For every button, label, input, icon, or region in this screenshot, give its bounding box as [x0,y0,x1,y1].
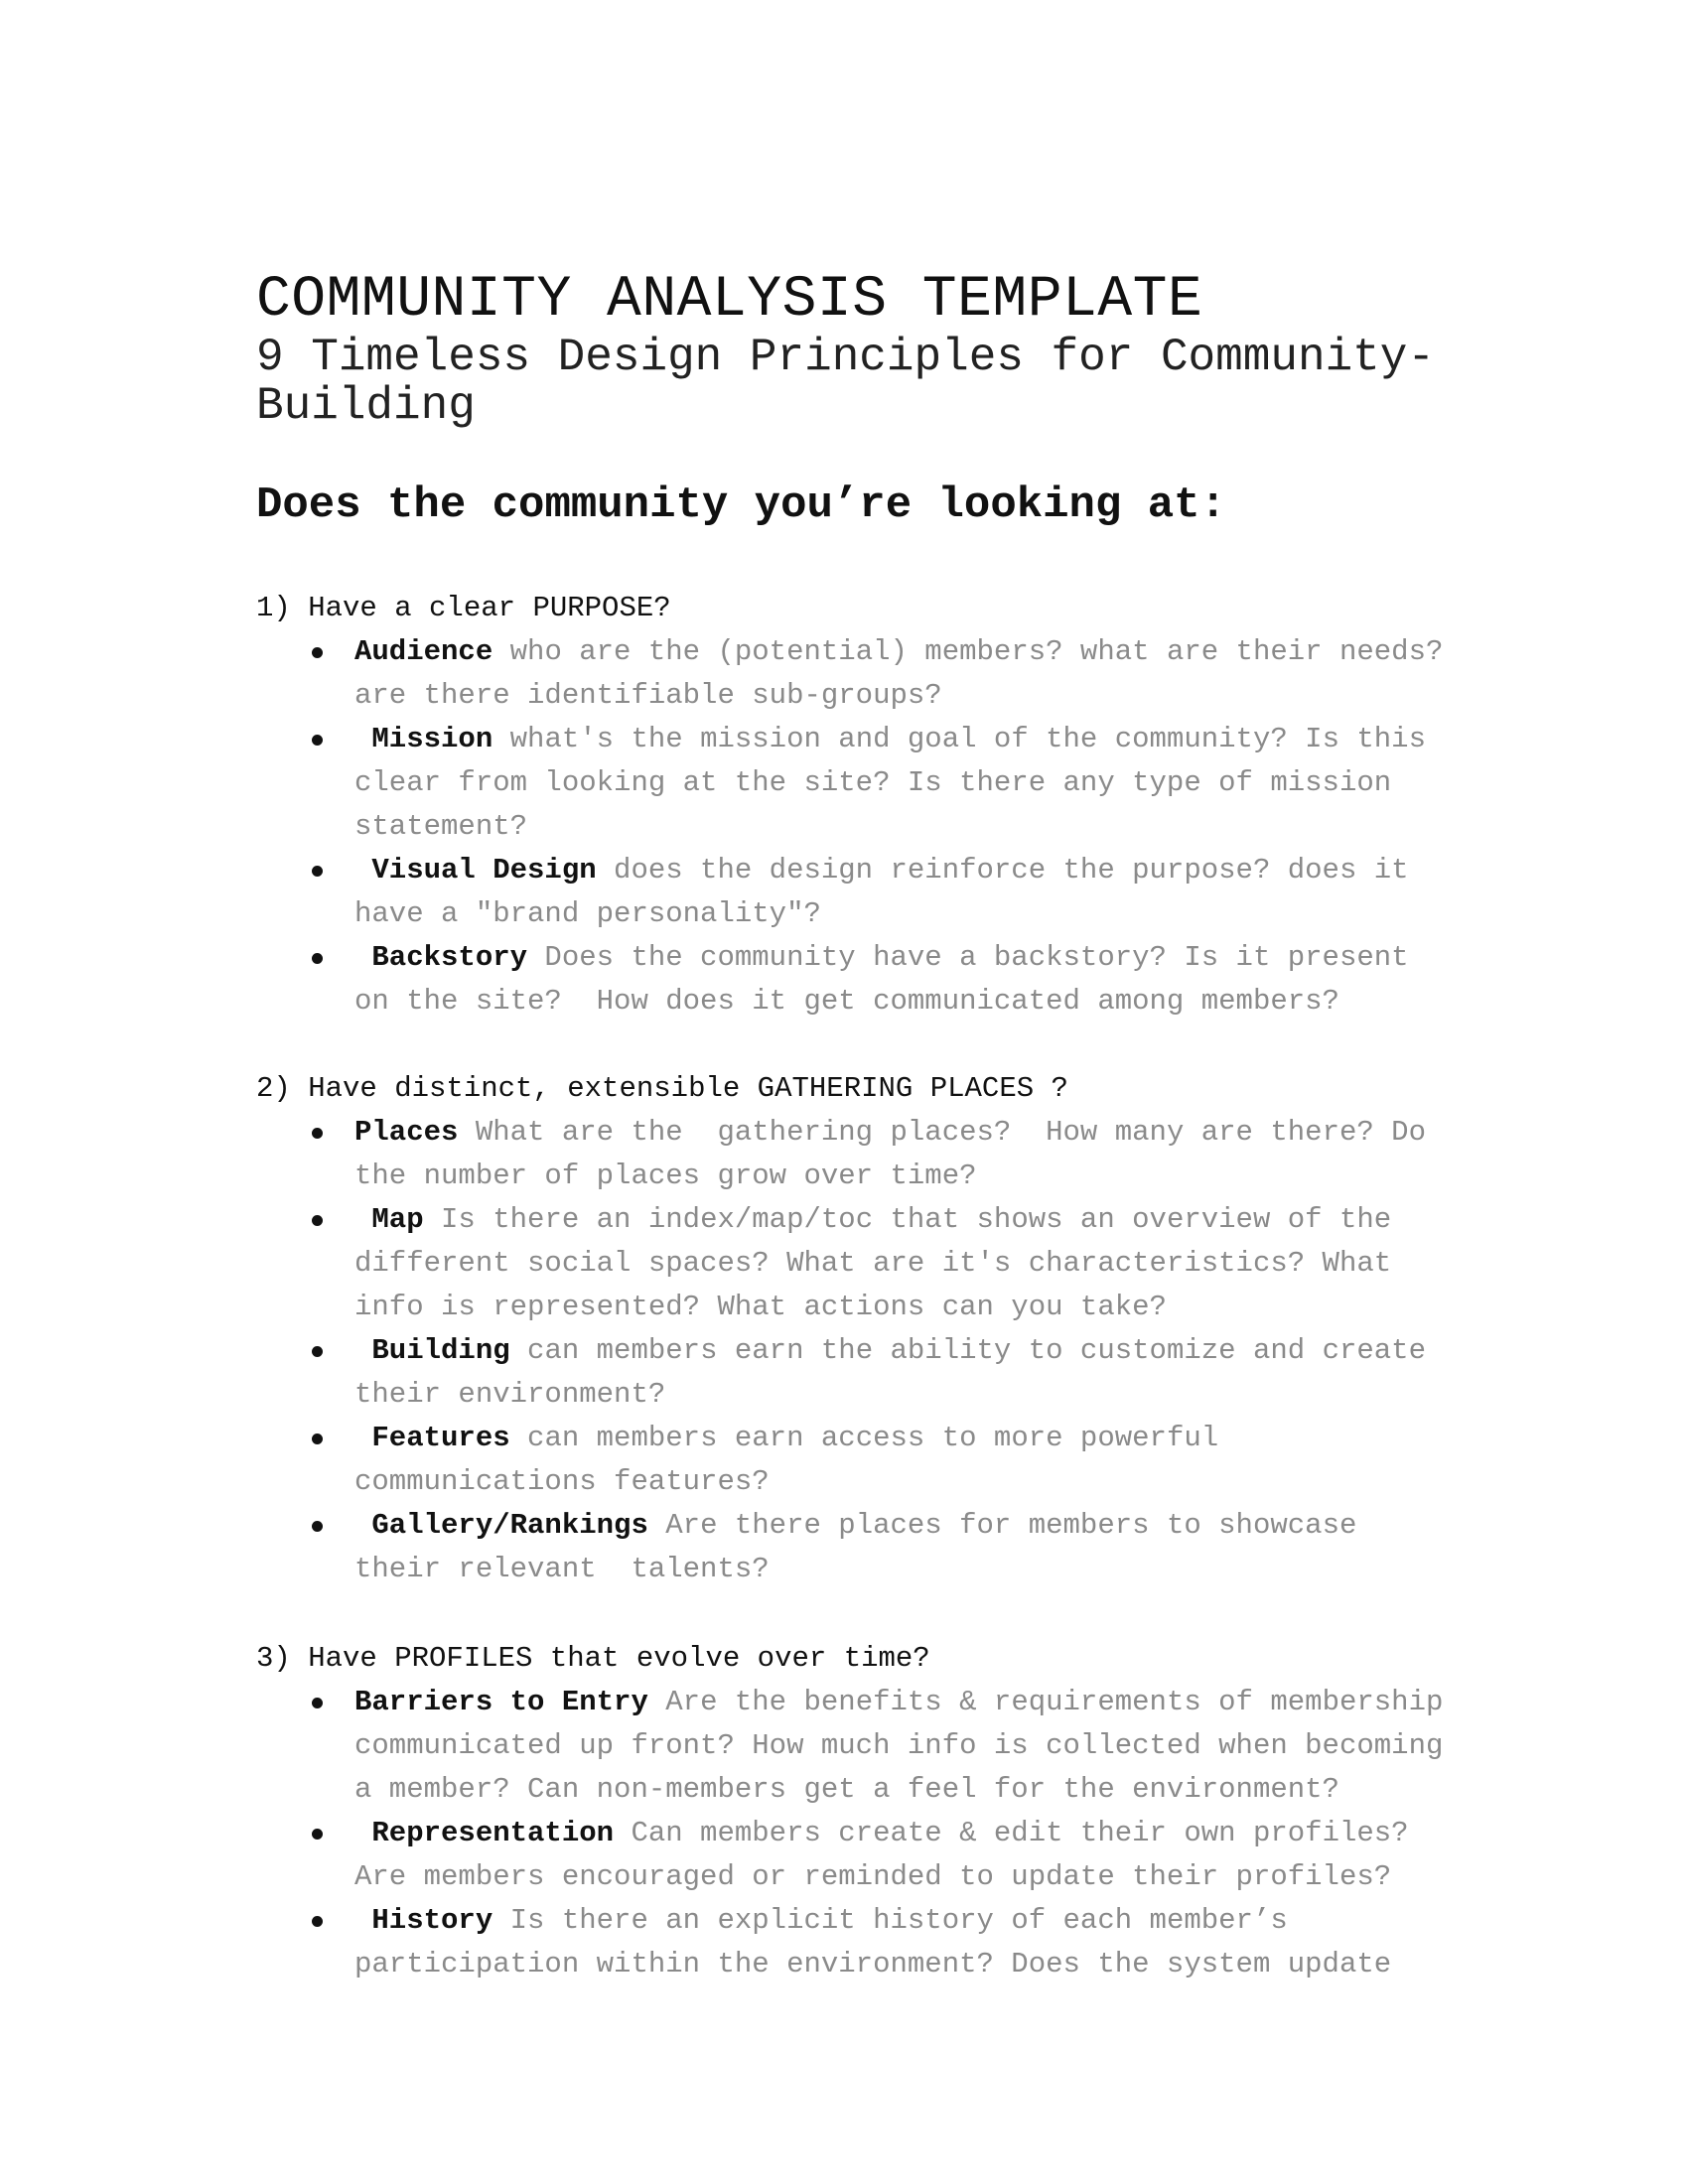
item-description: Is there an index/map/toc that shows an overview of the [423,1203,1392,1236]
item-description-line: info is represented? What actions can you take? [354,1291,1167,1323]
bullet-icon [312,735,323,746]
item-description-line: are there identifiable sub-groups? [354,679,942,712]
list-item [256,1198,1626,1329]
item-label: Places [354,1116,459,1149]
section-gathering-places [256,1067,1626,1591]
item-label: History [354,1904,493,1937]
item-label: Visual Design [354,854,597,887]
item-description: Are there places for members to showcase [647,1509,1357,1542]
bullet-icon [312,953,323,964]
item-description: Is there an explicit history of each member’s [492,1904,1288,1937]
item-description: does the design reinforce the purpose? does it [596,854,1409,887]
list-item [256,1329,1626,1417]
bullet-icon [312,647,323,658]
document-title: COMMUNITY ANALYSIS TEMPLATE [256,268,1203,333]
section-heading: 1) Have a clear PURPOSE? [256,592,671,624]
item-label: Backstory [354,941,528,974]
section-purpose [256,587,1626,1024]
item-description-line: clear from looking at the site? Is there any type of mission [354,766,1392,799]
bullet-icon [312,1916,323,1927]
item-description-line: their relevant talents? [354,1553,770,1585]
bullet-icon [312,1521,323,1532]
list-item [256,1504,1626,1591]
item-label: Mission [354,723,493,755]
section-heading: 3) Have PROFILES that evolve over time? [256,1642,930,1675]
item-description-line: communicated up front? How much info is collected when becoming [354,1729,1444,1762]
item-description: can members earn access to more powerful [509,1422,1219,1454]
item-description-line: statement? [354,810,528,843]
list-item [256,936,1626,1024]
item-description-line: have a "brand personality"? [354,897,821,930]
item-description-line: a member? Can non-members get a feel for the environment? [354,1773,1339,1806]
item-description-line: on the site? How does it get communicated among members? [354,985,1339,1018]
list-item [256,718,1626,849]
bullet-icon [312,1346,323,1357]
list-item [256,1899,1626,1986]
item-description-line: communications features? [354,1465,770,1498]
item-description-line: participation within the environment? Does the system update [354,1948,1392,1980]
section-heading: 2) Have distinct, extensible GATHERING PLACES ? [256,1072,1068,1105]
list-item [256,1417,1626,1504]
item-description: Are the benefits & requirements of membership [647,1686,1444,1718]
list-item [256,1111,1626,1198]
bullet-icon [312,1698,323,1708]
item-label: Building [354,1334,510,1367]
item-label: Map [354,1203,424,1236]
bullet-icon [312,1829,323,1840]
section-profiles [256,1637,1626,1986]
item-description: can members earn the ability to customize and create [509,1334,1426,1367]
item-label: Gallery/Rankings [354,1509,648,1542]
item-description-line: different social spaces? What are it's characteristics? What [354,1247,1392,1280]
item-description: Does the community have a backstory? Is it present [527,941,1409,974]
item-description: what's the mission and goal of the community? Is this [492,723,1426,755]
lead-question: Does the community you’re looking at: [256,480,1226,530]
list-item [256,1681,1626,1812]
item-label: Audience [354,635,493,668]
item-label: Features [354,1422,510,1454]
item-label: Barriers to Entry [354,1686,648,1718]
bullet-icon [312,1128,323,1139]
item-description: What are the gathering places? How many are there? Do [458,1116,1426,1149]
subtitle-line: Building [256,380,476,432]
document-subtitle [256,334,1435,431]
list-item [256,1812,1626,1899]
item-description-line: their environment? [354,1378,666,1411]
item-description-line: the number of places grow over time? [354,1160,977,1192]
bullet-icon [312,866,323,877]
subtitle-line: 9 Timeless Design Principles for Community- [256,332,1435,383]
item-description-line: Are members encouraged or reminded to update their profiles? [354,1860,1392,1893]
bullet-icon [312,1433,323,1444]
list-item [256,630,1626,718]
item-description: Can members create & edit their own profiles? [614,1817,1409,1849]
bullet-icon [312,1215,323,1226]
item-label: Representation [354,1817,615,1849]
list-item [256,849,1626,936]
item-description: who are the (potential) members? what are their needs? [492,635,1444,668]
